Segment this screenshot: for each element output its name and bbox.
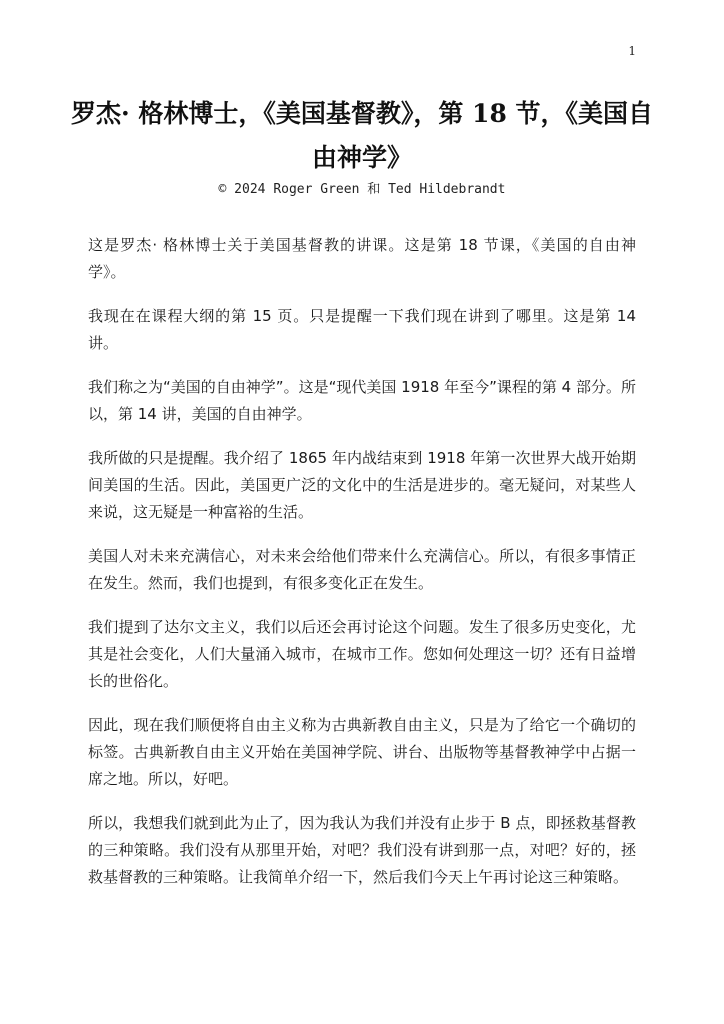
document-title: 罗杰· 格林博士，《美国基督教》，第 18 节，《美国自由神学》	[70, 99, 654, 172]
paragraph: 我们称之为“美国的自由神学”。这是“现代美国 1918 年至今”课程的第 4 部分。所以，第 14 讲，美国的自由神学。	[88, 378, 636, 423]
paragraph: 我们提到了达尔文主义，我们以后还会再讨论这个问题。发生了很多历史变化，尤其是社会变化，人们大量涌入城市，在城市工作。您如何处理这一切？还有日益增长的世俗化。	[88, 618, 636, 690]
copyright-line: © 2024 Roger Green 和 Ted Hildebrandt	[218, 182, 506, 197]
paragraph: 因此，现在我们顺便将自由主义称为古典新教自由主义，只是为了给它一个确切的标签。古典新教自由主义开始在美国神学院、讲台、出版物等基督教神学中占据一席之地。所以，好吧。	[88, 716, 636, 788]
paragraph: 所以，我想我们就到此为止了，因为我认为我们并没有止步于 B 点，即拯救基督教的三种策略。我们没有从那里开始，对吧？我们没有讲到那一点，对吧？好的，拯救基督教的三种策略。让我简单介绍一下，然后我们今天上午再讨论这三种策略。	[88, 814, 636, 886]
paragraph: 我现在在课程大纲的第 15 页。只是提醒一下我们现在讲到了哪里。这是第 14 讲。	[88, 307, 636, 352]
transcript-body	[88, 232, 636, 908]
paragraph: 美国人对未来充满信心，对未来会给他们带来什么充满信心。所以，有很多事情正在发生。然而，我们也提到，有很多变化正在发生。	[88, 547, 636, 592]
paragraph: 这是罗杰· 格林博士关于美国基督教的讲课。这是第 18 节课，《美国的自由神学》。	[88, 236, 636, 281]
paragraph: 我所做的只是提醒。我介绍了 1865 年内战结束到 1918 年第一次世界大战开始期间美国的生活。因此，美国更广泛的文化中的生活是进步的。毫无疑问，对某些人来说，这无疑是一种富裕的生活。	[88, 449, 636, 521]
page-number: 1	[628, 44, 636, 58]
